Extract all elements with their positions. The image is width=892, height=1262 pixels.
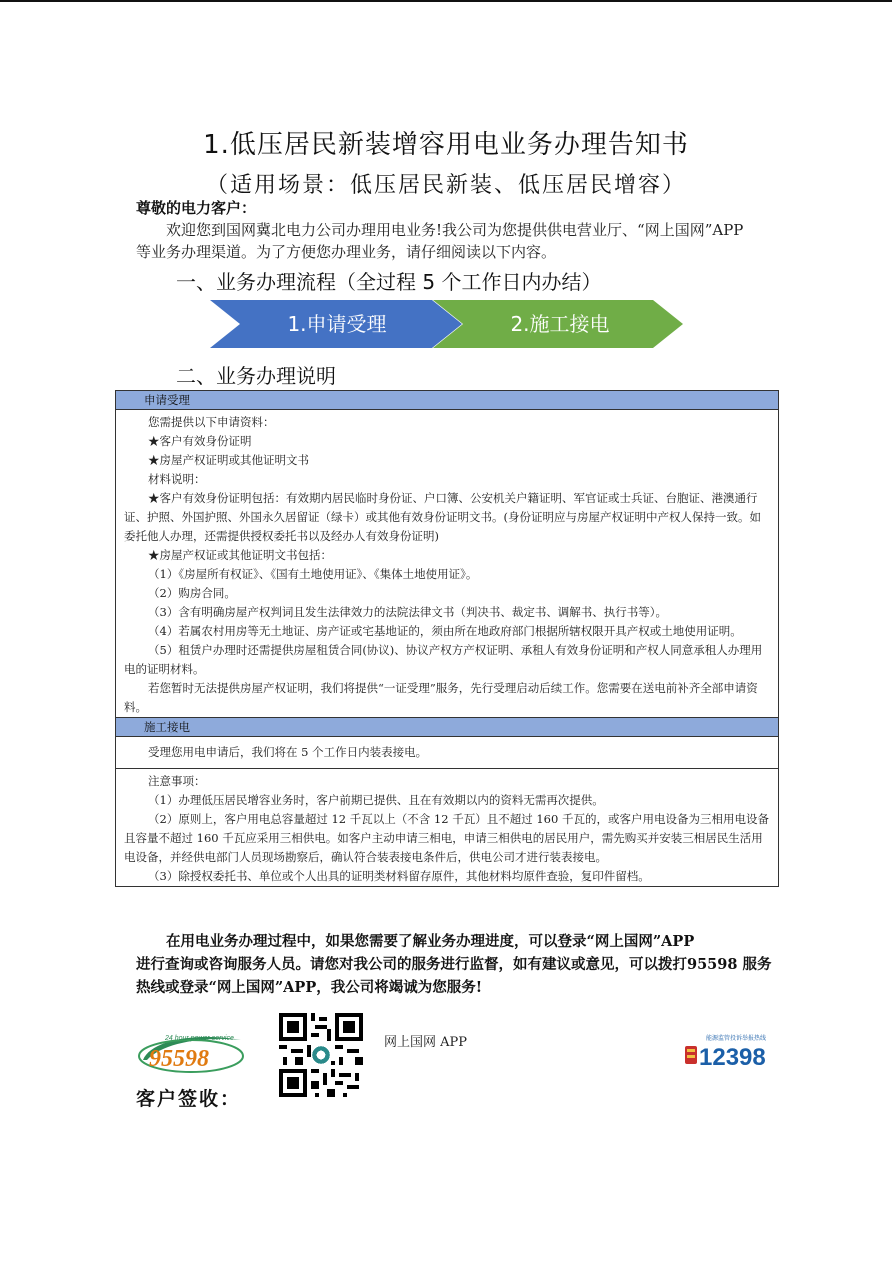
apply-line-11: （5）租赁户办理时还需提供房屋租赁合同(协议)、协议产权方产权证明、承租人有效身份证明和产权人同意承租人办理用电的证明材料。 — [124, 643, 763, 676]
apply-line-7: （1）《房屋所有权证》、《国有土地使用证》、《集体土地使用证》。 — [148, 567, 478, 581]
apply-line-10: （4）若属农村用房等无土地证、房产证或宅基地证的，须由所在地政府部门根据所辖权限开具产权或土地使用证明。 — [148, 624, 742, 638]
hotline-logo-icon — [137, 1030, 245, 1074]
apply-line-12: 若您暂时无法提供房屋产权证明，我们将提供“一证受理”服务，先行受理启动后续工作。您需要在送电前补齐全部申请资料。 — [124, 681, 758, 714]
table-header-connect: 施工接电 — [116, 718, 779, 737]
apply-line-2: ★客户有效身份证明 — [148, 434, 252, 448]
notes-line-3: （3）除授权委托书、单位或个人出具的证明类材料留存原件，其他材料均原件查验，复印件留档。 — [148, 869, 650, 883]
intro-paragraph: 欢迎您到国网冀北电力公司办理用电业务!我公司为您提供供电营业厅、“网上国网”APP 等业务办理渠道。为了方便您办理业务，请仔细阅读以下内容。 — [136, 221, 744, 261]
flow-step-apply — [210, 300, 470, 348]
section-heading-process: 一、业务办理流程（全过程 5 个工作日内办结） — [176, 270, 602, 294]
table-header-apply: 申请受理 — [116, 391, 779, 410]
apply-line-3: ★房屋产权证明或其他证明文书 — [148, 453, 309, 467]
business-explanation-table — [115, 390, 779, 887]
connect-text: 受理您用电申请后，我们将在 5 个工作日内装表接电。 — [148, 745, 428, 759]
customer-signature-label: 客户签收： — [136, 1088, 242, 1110]
footer-text-2: 进行查询或咨询服务人员。请您对我公司的服务进行监督，如有建议或意见，可以拨打95598 服务热线或登录“网上国网”APP，我公司将竭诚为您服务! — [136, 956, 772, 996]
supervision-caption: 能源监管投诉举报热线 — [706, 1035, 767, 1042]
flow-step-connect-label: 2.施工接电 — [510, 312, 610, 336]
notes-title: 注意事项： — [148, 774, 206, 788]
flow-step-apply-label: 1.申请受理 — [287, 312, 387, 336]
supervision-logo-icon — [684, 1032, 778, 1070]
page-top-border — [0, 0, 892, 2]
flow-step-connect — [433, 300, 685, 348]
footer-paragraph — [136, 930, 776, 999]
app-qr-code — [279, 1013, 363, 1097]
qr-code-icon — [279, 1013, 363, 1097]
section-heading-explanation: 二、业务办理说明 — [176, 364, 336, 388]
hotline-number: 95598 — [149, 1046, 209, 1072]
notes-line-2: （2）原则上，客户用电总容量超过 12 千瓦以上（不含 12 千瓦）且不超过 160 千瓦的，或客户用电设备为三相用电设备且容量不超过 160 千瓦应采用三相供电。如客户主动申请三相电，申请三相供电的居民用户，需先购买并安装三相居民生活用电设备，并经供电部门人员现场勘察后，确认符合装表接电条件后，供电公司才进行装表接电。 — [124, 812, 769, 864]
hotline-95598-logo — [137, 1030, 245, 1074]
notes-line-1: （1）办理低压居民增容业务时，客户前期已提供、且在有效期以内的资料无需再次提供。 — [148, 793, 604, 807]
apply-line-6: ★房屋产权证或其他证明文书包括： — [148, 548, 332, 562]
apply-line-8: （2）购房合同。 — [148, 586, 236, 600]
document-subtitle: （适用场景：低压居民新装、低压居民增容） — [205, 173, 686, 198]
qr-app-label: 网上国网 APP — [384, 1035, 468, 1050]
supervision-12398-logo — [684, 1032, 778, 1070]
supervision-number: 12398 — [699, 1044, 766, 1070]
table-cell-connect — [116, 737, 779, 769]
table-cell-apply — [116, 410, 779, 718]
apply-line-1: 您需提供以下申请资料： — [148, 415, 275, 429]
table-cell-notes — [116, 769, 779, 887]
greeting: 尊敬的电力客户： — [136, 199, 257, 217]
apply-line-4: 材料说明： — [148, 472, 206, 486]
hotline-tagline: 24 hour power service — [165, 1035, 234, 1042]
footer-text-1: 在用电业务办理过程中，如果您需要了解业务办理进度，可以登录“网上国网”APP — [166, 933, 695, 950]
document-title: 1.低压居民新装增容用电业务办理告知书 — [203, 130, 689, 160]
apply-line-9: （3）含有明确房屋产权判词且发生法律效力的法院法律文书（判决书、裁定书、调解书、执行书等）。 — [148, 605, 668, 619]
apply-line-5: ★客户有效身份证明包括：有效期内居民临时身份证、户口簿、公安机关户籍证明、军官证或士兵证、台胞证、港澳通行证、护照、外国护照、外国永久居留证（绿卡）或其他有效身份证明文书。(身份证明应与房屋产权证明中产权人保持一致。如委托他人办理，还需提供授权委托书以及经办人有效身份证明) — [124, 491, 761, 543]
